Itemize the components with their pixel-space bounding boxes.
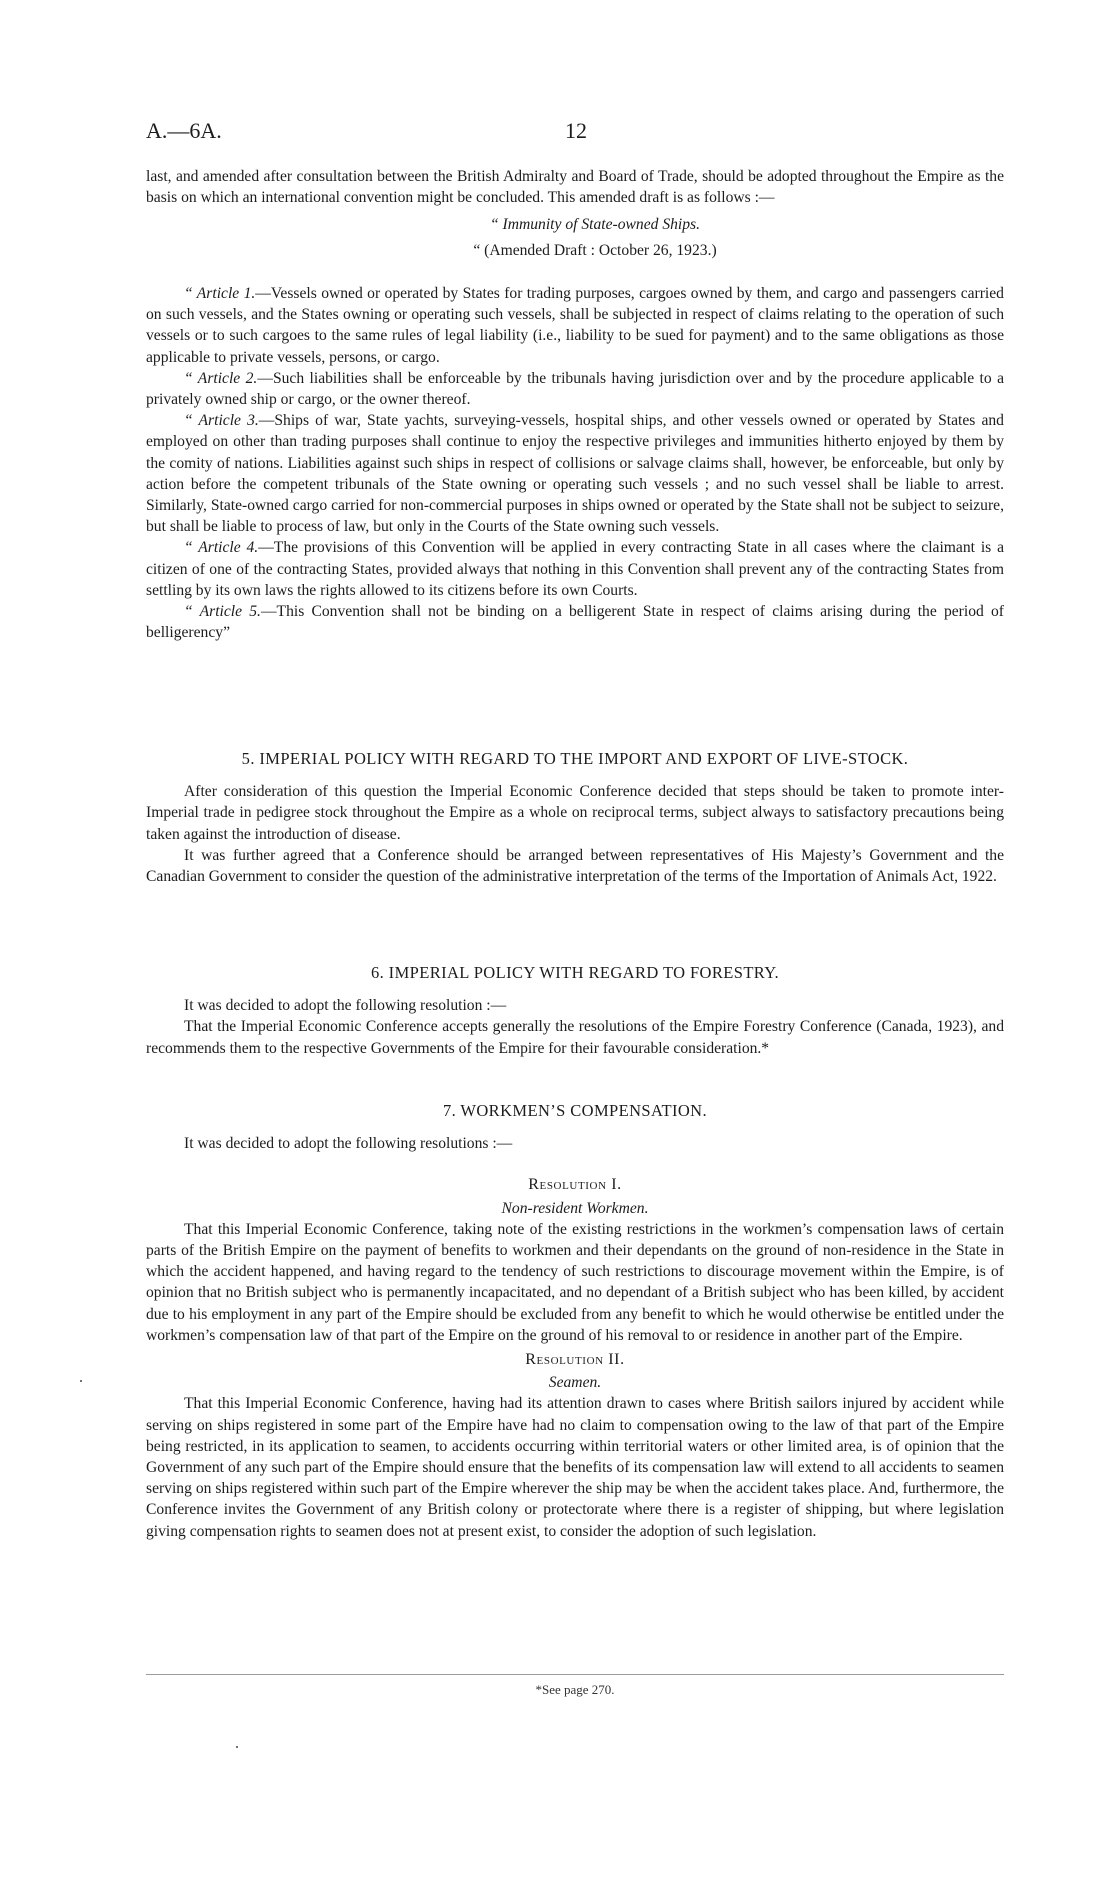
- footnote: *See page 270.: [535, 1682, 615, 1697]
- article-label: “ Article 1.: [184, 285, 256, 302]
- resolution-2-text: That this Imperial Economic Conference, having had its attention drawn to cases where British sailors injured by accident while serving on ships registered in some part of the Empire have had no claim to compensation owing to the law of that part of the Empire being restricted, in its application to seamen, to accidents occurring within territorial waters or other limited area, is of opinion that the Government of any such part of the Empire should ensure that the benefits of its compensation law will extend to all accidents to seamen serving on ships registered within such part of the Empire wherever the ship may be when the accident takes place. And, furthermore, the Conference invites the Government of any British colony or protectorate where there is a register of shipping, but where legislation giving compensation rights to seamen does not at present exist, to consider the adoption of such legislation.: [146, 1395, 1004, 1540]
- article-text: —The provisions of this Convention will be applied in every contracting State in all cases where the claimant is a citizen of one of the contracting States, provided always that nothing in this Convention shall prevent any of the contracting States from settling by its own laws the rights allowed to its citizens before its own Courts.: [146, 539, 1004, 599]
- article-2: [146, 368, 1004, 410]
- section-6-heading: 6. IMPERIAL POLICY WITH REGARD TO FORESTRY.: [370, 963, 780, 982]
- article-label: “ Article 2.: [184, 369, 258, 387]
- article-label: “ Article 4.: [184, 539, 259, 557]
- resolution-2-title: Resolution II.: [525, 1351, 625, 1369]
- article-text: —Vessels owned or operated by States for trading purposes, cargoes owned by them, and cargo and passengers carried on such vessels, and the States owning or operating such vessels, shall be subjected in respect of claims relating to the operation of such vessels or to such cargoes to the same rules of legal liability (i.e., liability to be sued for payment) and to the same obligations as those applicable to private vessels, persons, or cargo.: [146, 285, 1004, 366]
- footnote-divider: [146, 1674, 1004, 1675]
- section-6: [146, 962, 1004, 1059]
- section-6-paragraph-2: That the Imperial Economic Conference accepts generally the resolutions of the Empire Forestry Conference (Canada, 1923), and recommends them to the respective Governments of the Empire for their favourable consideration.*: [146, 1018, 1004, 1057]
- document-reference: A.—6A.: [146, 118, 222, 143]
- article-5: [146, 601, 1004, 643]
- section-5: [146, 748, 1004, 887]
- resolution-1-subtitle: Non-resident Workmen.: [501, 1199, 649, 1217]
- article-1: [146, 283, 1004, 368]
- section-7-paragraph-1: It was decided to adopt the following resolutions :—: [184, 1135, 513, 1153]
- article-text: —Such liabilities shall be enforceable by the tribunals having jurisdiction over and by the procedure applicable to a privately owned ship or cargo, or the owner thereof.: [146, 369, 1004, 409]
- draft-subtitle: “ (Amended Draft : October 26, 1923.): [473, 241, 717, 259]
- articles-block: [146, 283, 1004, 643]
- section-5-paragraph-1: After consideration of this question the Imperial Economic Conference decided that steps should be taken to promote inter-Imperial trade in pedigree stock throughout the Empire as a whole on reciprocal terms, subject always to satisfactory precautions being taken against the introduction of disease.: [146, 783, 1004, 843]
- article-text: —This Convention shall not be binding on a belligerent State in respect of claims arising during the period of belligerency”: [146, 603, 1004, 642]
- resolution-1-title: Resolution I.: [528, 1176, 622, 1194]
- scan-speck: [236, 1746, 238, 1748]
- article-text: —Ships of war, State yachts, surveying-vessels, hospital ships, and other vessels owned or operated by States and employed on other than trading purposes shall continue to enjoy the respective privileges and immunities hitherto enjoyed by them by the comity of nations. Liabilities against such ships in respect of collisions or salvage claims shall, however, be enforceable, but only by action before the competent tribunals of the State owning or operating such vessels ; and no such vessel shall be liable to arrest. Similarly, State-owned cargo carried for non-commercial purposes in ships owned or operated by the State shall not be subject to seizure, but shall be liable to process of law, but only in the Courts of the State owning such vessels.: [146, 412, 1004, 536]
- resolution-2-subtitle: Seamen.: [548, 1374, 602, 1392]
- article-label: “ Article 3.: [184, 412, 259, 430]
- resolution-1-text: That this Imperial Economic Conference, taking note of the existing restrictions in the workmen’s compensation laws of certain parts of the British Empire on the payment of benefits to workmen and their dependants on the ground of non-residence in the State in which the accident happened, and having regard to the tendency of such restrictions to discourage movement within the Empire, is of opinion that no British subject who is permanently incapacitated, and no dependant of a British subject who has been killed, by accident due to his employment in any part of the Empire should be excluded from any benefit to which he would otherwise be entitled under the workmen’s compensation law of that part of the Empire on the ground of his removal to or residence in another part of the Empire.: [146, 1220, 1004, 1344]
- article-label: “ Article 5.: [184, 603, 261, 621]
- section-5-paragraph-2: It was further agreed that a Conference should be arranged between representatives of His Majesty’s Government and the Canadian Government to consider the question of the administrative interpretation of the terms of the Importation of Animals Act, 1922.: [146, 846, 1004, 886]
- section-7: [146, 1100, 1004, 1542]
- article-3: [146, 410, 1004, 537]
- intro-block: [146, 166, 1004, 261]
- article-4: [146, 537, 1004, 601]
- section-6-paragraph-1: It was decided to adopt the following resolution :—: [184, 997, 507, 1015]
- draft-title: “ Immunity of State-owned Ships.: [489, 216, 701, 234]
- intro-paragraph: last, and amended after consultation between the British Admiralty and Board of Trade, should be adopted throughout the Empire as the basis on which an international convention might be concluded. This amended draft is as follows :—: [146, 168, 1004, 207]
- section-7-heading: 7. WORKMEN’S COMPENSATION.: [442, 1101, 708, 1120]
- page-number: 12: [565, 118, 587, 143]
- section-5-heading: 5. IMPERIAL POLICY WITH REGARD TO THE IMPORT AND EXPORT OF LIVE-STOCK.: [241, 749, 909, 768]
- scan-speck: [80, 1380, 82, 1382]
